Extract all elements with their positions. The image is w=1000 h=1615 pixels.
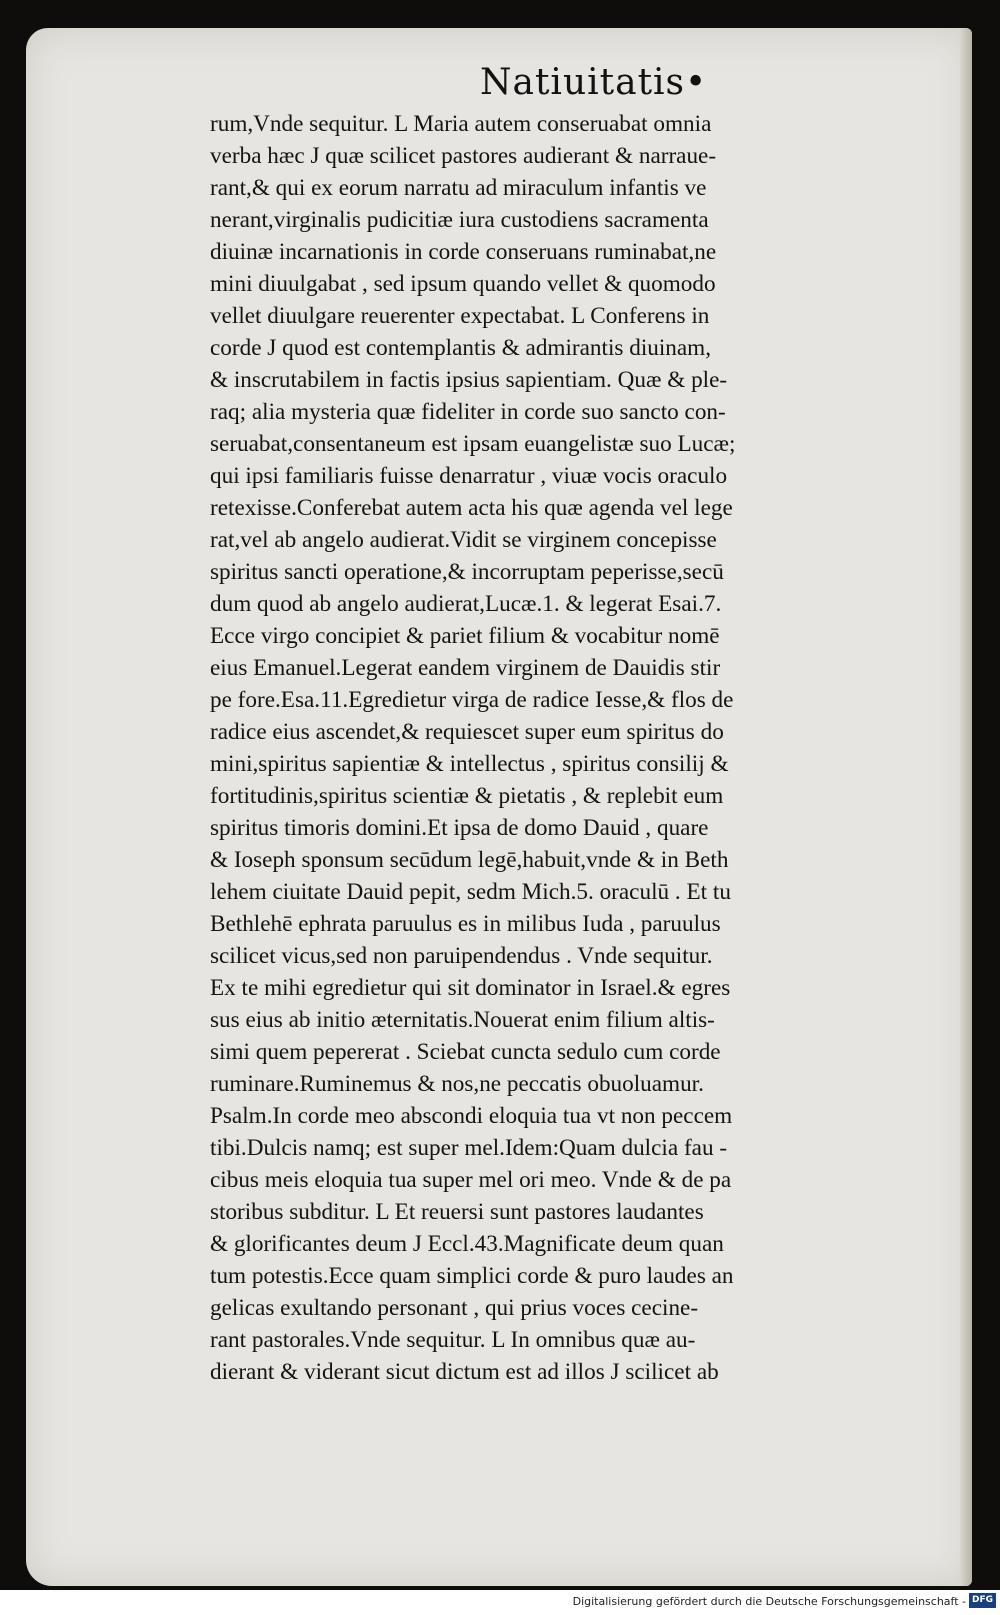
text-line: mini diuulgabat , sed ipsum quando vellet & quomodo [210, 271, 716, 297]
footer-bar [0, 1590, 1000, 1615]
text-line: & inscrutabilem in factis ipsius sapientiam. Quæ & ple- [210, 367, 728, 393]
text-line: verba hæc J quæ scilicet pastores audierant & narraue- [210, 143, 717, 169]
text-line: Bethlehē ephrata paruulus es in milibus Iuda , paruulus [210, 911, 721, 937]
text-line: tum potestis.Ecce quam simplici corde & puro laudes an [210, 1263, 734, 1289]
text-line: rat,vel ab angelo audierat.Vidit se virginem concepisse [210, 527, 717, 553]
running-head: Natiuitatis• [480, 62, 708, 103]
dfg-logo: DFG [969, 1593, 996, 1608]
text-line: Ex te mihi egredietur qui sit dominator in Israel.& egres [210, 975, 731, 1001]
text-line: raq; alia mysteria quæ fideliter in corde suo sancto con- [210, 399, 726, 425]
funding-credit: Digitalisierung gefördert durch die Deutsche Forschungsgemeinschaft - [572, 1595, 966, 1608]
text-line: & glorificantes deum J Eccl.43.Magnificate deum quan [210, 1231, 724, 1257]
text-line: sus eius ab initio æternitatis.Nouerat enim filium altis- [210, 1007, 715, 1033]
text-line: mini,spiritus sapientiæ & intellectus , spiritus consilij & [210, 751, 729, 777]
text-line: nerant,virginalis pudicitiæ iura custodiens sacramenta [210, 207, 709, 233]
text-line: Ecce virgo concipiet & pariet filium & vocabitur nomē [210, 623, 720, 649]
text-line: lehem ciuitate Dauid pepit, sedm Mich.5. oraculū . Et tu [210, 879, 731, 905]
text-line: spiritus timoris domini.Et ipsa de domo Dauid , quare [210, 815, 709, 841]
text-line: storibus subditur. L Et reuersi sunt pastores laudantes [210, 1199, 704, 1225]
text-line: dum quod ab angelo audierat,Lucæ.1. & legerat Esai.7. [210, 591, 722, 617]
text-line: rum,Vnde sequitur. L Maria autem conseruabat omnia [210, 111, 712, 137]
text-line: cibus meis eloquia tua super mel ori meo. Vnde & de pa [210, 1167, 732, 1193]
text-line: & Ioseph sponsum secūdum legē,habuit,vnde & in Beth [210, 847, 729, 873]
body-text [210, 108, 900, 1388]
text-line: gelicas exultando personant , qui prius voces cecine- [210, 1295, 699, 1321]
text-line: corde J quod est contemplantis & admirantis diuinam, [210, 335, 712, 361]
text-line: dierant & viderant sicut dictum est ad illos J scilicet ab [210, 1359, 719, 1385]
text-line: simi quem pepererat . Sciebat cuncta sedulo cum corde [210, 1039, 721, 1065]
page-edge [960, 28, 972, 1586]
text-line: radice eius ascendet,& requiescet super eum spiritus do [210, 719, 724, 745]
text-line: retexisse.Conferebat autem acta his quæ agenda vel lege [210, 495, 733, 521]
text-line: diuinæ incarnationis in corde conseruans ruminabat,ne [210, 239, 717, 265]
text-line: spiritus sancti operatione,& incorruptam peperisse,secū [210, 559, 724, 585]
text-line: pe fore.Esa.11.Egredietur virga de radice Iesse,& flos de [210, 687, 734, 713]
text-line: seruabat,consentaneum est ipsam euangelistæ suo Lucæ; [210, 431, 736, 457]
text-line: fortitudinis,spiritus scientiæ & pietatis , & replebit eum [210, 783, 724, 809]
text-line: scilicet vicus,sed non paruipendendus . Vnde sequitur. [210, 943, 713, 969]
text-line: eius Emanuel.Legerat eandem virginem de Dauidis stir [210, 655, 721, 681]
text-line: qui ipsi familiaris fuisse denarratur , viuæ vocis oraculo [210, 463, 728, 489]
text-line: rant pastorales.Vnde sequitur. L In omnibus quæ au- [210, 1327, 696, 1353]
text-line: tibi.Dulcis namq; est super mel.Idem:Quam dulcia fau - [210, 1135, 728, 1161]
text-line: ruminare.Ruminemus & nos,ne peccatis obuoluamur. [210, 1071, 704, 1097]
text-line: vellet diuulgare reuerenter expectabat. L Conferens in [210, 303, 710, 329]
text-line: rant,& qui ex eorum narratu ad miraculum infantis ve [210, 175, 707, 201]
text-line: Psalm.In corde meo abscondi eloquia tua vt non peccem [210, 1103, 733, 1129]
